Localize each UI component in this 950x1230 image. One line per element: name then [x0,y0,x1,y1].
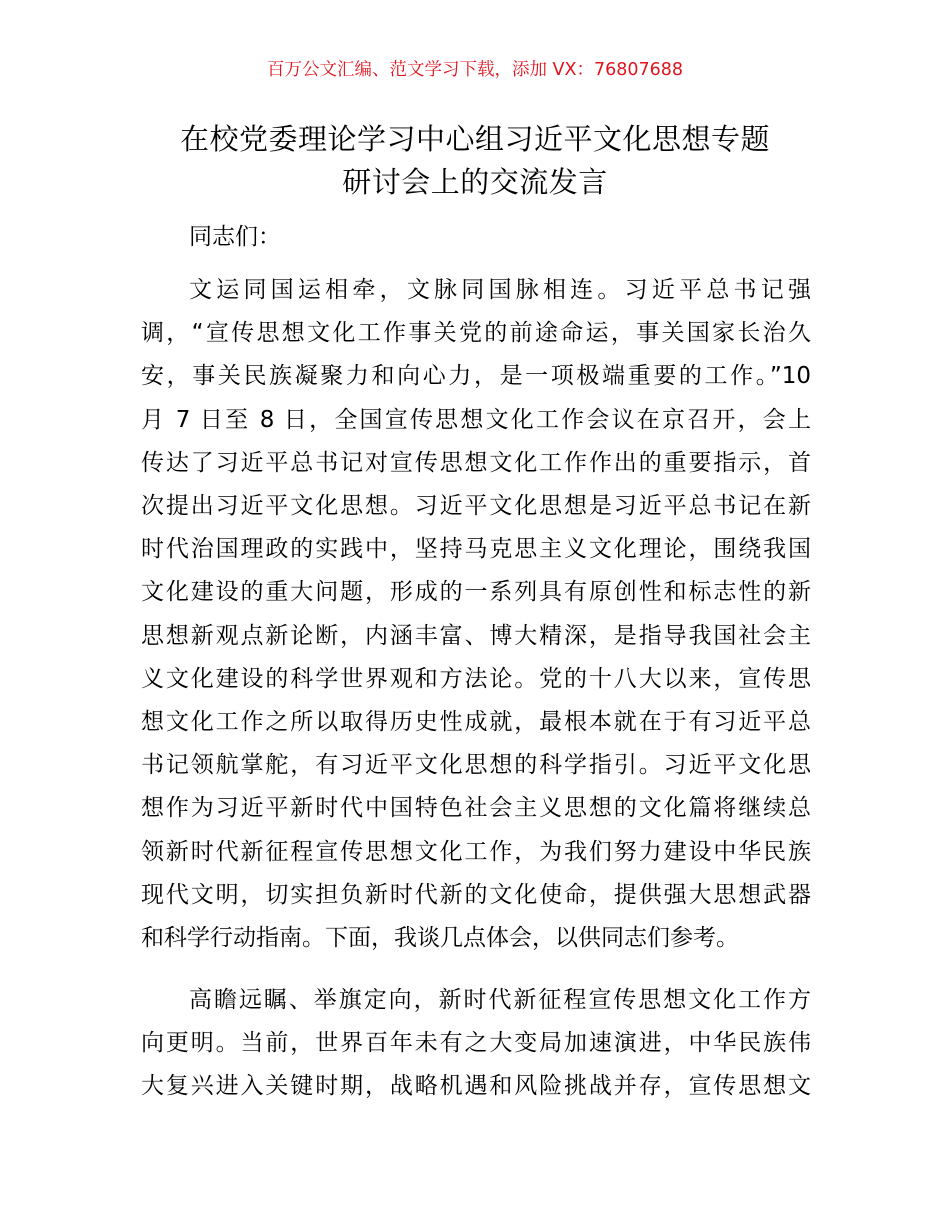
paragraph-1-line: 想文化工作之所以取得历史性成就，最根本就在于有习近平总 [141,709,811,735]
paragraph-1-line: 文化建设的重大问题，形成的一系列具有原创性和标志性的新 [141,579,811,606]
paragraph-1-line: 月 7 日至 8 日，全国宣传思想文化工作会议在京召开，会上 [141,406,811,433]
paragraph-2-line: 大复兴进入关键时期，战略机遇和风险挑战并存，宣传思想文 [141,1073,811,1100]
paragraph-1-line: 次提出习近平文化思想。习近平文化思想是习近平总书记在新 [141,493,811,519]
paragraph-1-line: 现代文明，切实担负新时代新的文化使命，提供强大思想武器 [141,881,811,908]
paragraph-1-line: 义文化建设的科学世界观和方法论。党的十八大以来，宣传思 [141,665,811,692]
watermark-header: 百万公文汇编、范文学习下载，添加 VX：76807688 [266,60,684,80]
document-title-line-1: 在校党委理论学习中心组习近平文化思想专题 [179,122,770,156]
salutation: 同志们： [189,224,281,250]
paragraph-1-line: 传达了习近平总书记对宣传思想文化工作作出的重要指示，首 [141,449,811,476]
paragraph-1-line: 文运同国运相牵，文脉同国脉相连。习近平总书记强 [189,277,811,303]
paragraph-2-line: 向更明。当前，世界百年未有之大变局加速演进，中华民族伟 [141,1030,811,1057]
paragraph-1-line: 想作为习近平新时代中国特色社会主义思想的文化篇将继续总 [141,795,811,822]
paragraph-2-line: 高瞻远瞩、举旗定向，新时代新征程宣传思想文化工作方 [189,987,811,1013]
paragraph-1-line: 调，“宣传思想文化工作事关党的前途命运，事关国家长治久 [141,320,811,347]
paragraph-1-line: 书记领航掌舵，有习近平文化思想的科学指引。习近平文化思 [141,752,811,779]
paragraph-1-line: 领新时代新征程宣传思想文化工作，为我们努力建设中华民族 [141,838,811,865]
paragraph-1-line: 和科学行动指南。下面，我谈几点体会，以供同志们参考。 [141,925,739,951]
document-title-line-2: 研讨会上的交流发言 [342,165,608,199]
paragraph-1-line: 时代治国理政的实践中，坚持马克思主义文化理论，围绕我国 [141,536,811,563]
paragraph-1-line: 思想新观点新论断，内涵丰富、博大精深，是指导我国社会主 [141,622,811,649]
paragraph-1-line: 安，事关民族凝聚力和向心力，是一项极端重要的工作。”10 [141,363,811,390]
